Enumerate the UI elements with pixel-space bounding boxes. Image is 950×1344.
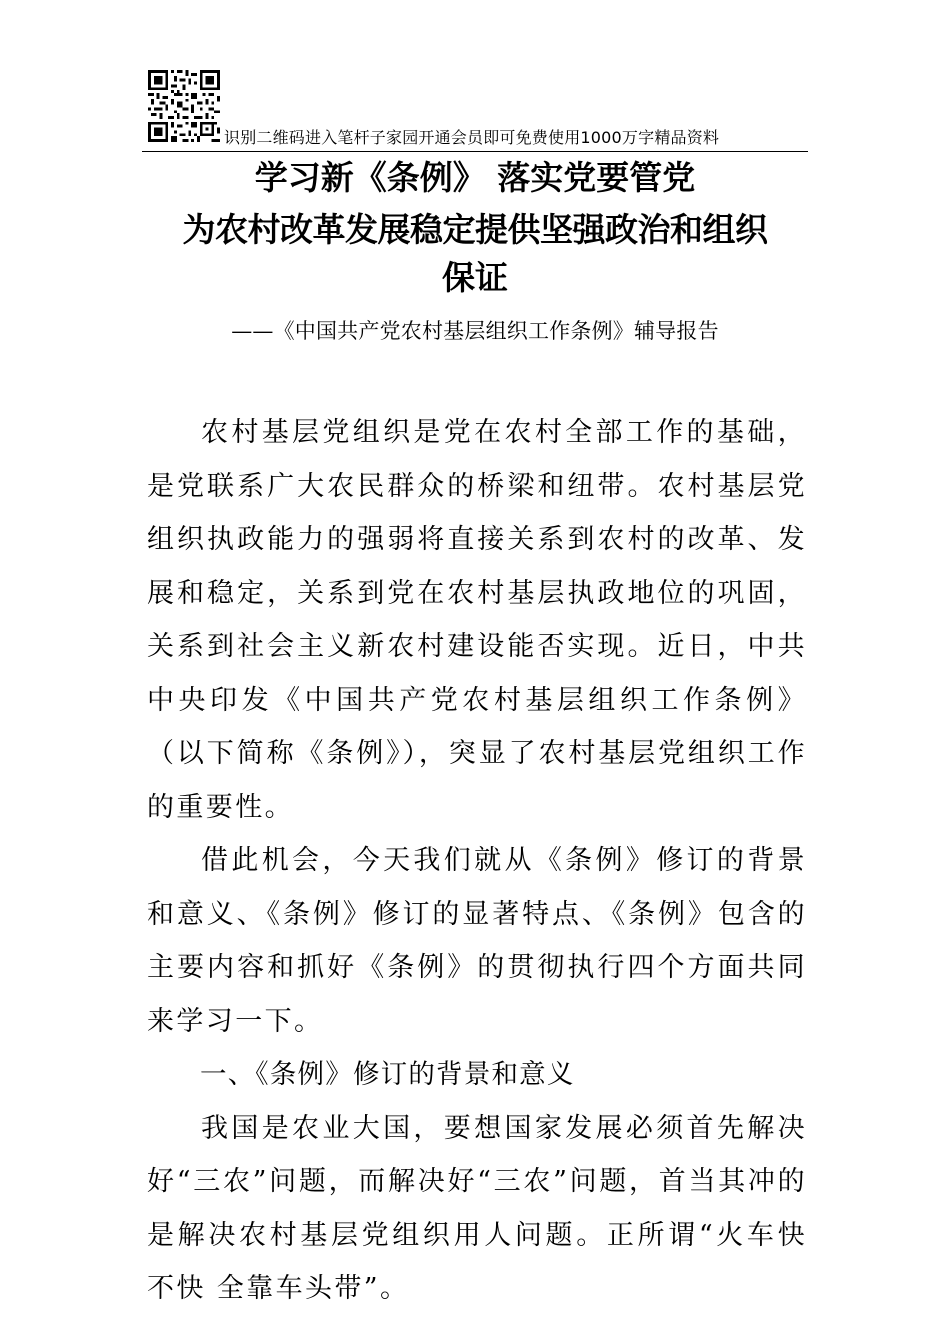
document-title-line-1: 学习新《条例》 落实党要管党 [254, 158, 696, 197]
header-promo-note: 识别二维码进入笔杆子家园开通会员即可免费使用1000万字精品资料 [224, 128, 720, 147]
document-body [147, 406, 807, 1316]
document-subtitle: ——《中国共产党农村基层组织工作条例》辅导报告 [231, 319, 719, 343]
body-paragraph-3: 我国是农业大国，要想国家发展必须首先解决好“三农”问题，而解决好“三农”问题，首当其冲的是解决农村基层党组织用人问题。正所谓“火车快不快 全靠车头带”。 [147, 1112, 807, 1304]
header-divider [142, 151, 808, 152]
body-paragraph-2: 借此机会，今天我们就从《条例》修订的背景和意义、《条例》修订的显著特点、《条例》包含的主要内容和抓好《条例》的贯彻执行四个方面共同来学习一下。 [147, 845, 807, 1037]
body-paragraph-1: 农村基层党组织是党在农村全部工作的基础，是党联系广大农民群众的桥梁和纽带。农村基层党组织执政能力的强弱将直接关系到农村的改革、发展和稳定，关系到党在农村基层执政地位的巩固，关系到社会主义新农村建设能否实现。近日，中共中央印发《中国共产党农村基层组织工作条例》（以下简称《条例》），突显了农村基层党组织工作的重要性。 [147, 417, 807, 823]
qr-code-icon [148, 70, 220, 142]
section-heading-1: 一、《条例》修订的背景和意义 [200, 1059, 575, 1090]
document-title-line-3: 保证 [442, 258, 508, 297]
document-title-line-2: 为农村改革发展稳定提供坚强政治和组织 [182, 210, 768, 249]
